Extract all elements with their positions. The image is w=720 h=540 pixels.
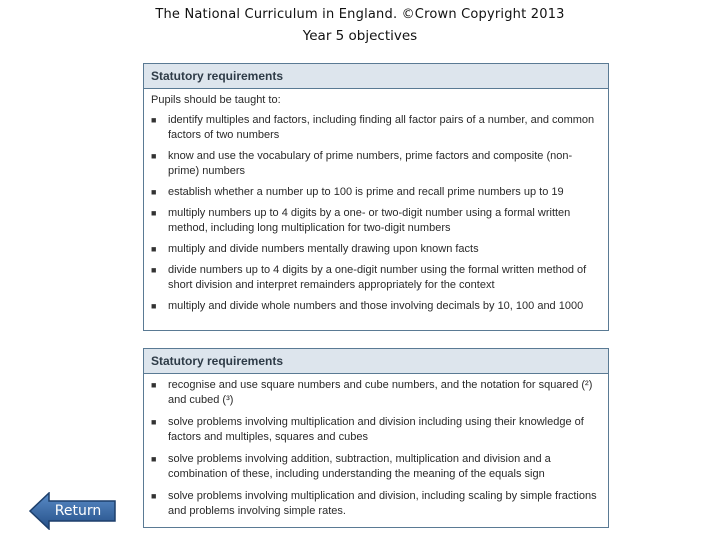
copyright-title: The National Curriculum in England. ©Crown Copyright 2013 xyxy=(155,7,565,22)
bullet-icon: ■ xyxy=(151,380,157,390)
statutory-requirements-panel-1 xyxy=(143,63,609,331)
bullet-icon: ■ xyxy=(151,244,157,254)
list-item: ■ multiply numbers up to 4 digits by a one- or two-digit number using a formal written method, including long multiplication for two-digit numbers xyxy=(151,207,571,234)
bullet-icon: ■ xyxy=(151,187,157,197)
list-item: ■ divide numbers up to 4 digits by a one-digit number using the formal written method of short division and interpret remainders appropriately for the context xyxy=(151,264,587,291)
bullet-icon: ■ xyxy=(151,208,157,218)
panel-intro: Pupils should be taught to: xyxy=(151,94,281,106)
list-item: ■ know and use the vocabulary of prime numbers, prime factors and composite (non-prime) numbers xyxy=(151,150,573,177)
list-item: ■ identify multiples and factors, including finding all factor pairs of a number, and common factors of two numbers xyxy=(151,114,595,141)
bullet-icon: ■ xyxy=(151,454,157,464)
bullet-icon: ■ xyxy=(151,491,157,501)
list-item: ■ solve problems involving multiplication and division including using their knowledge of factors and multiples, squares and cubes xyxy=(151,416,584,443)
panel-heading: Statutory requirements xyxy=(144,64,608,89)
list-item: ■ multiply and divide numbers mentally drawing upon known facts xyxy=(151,243,479,255)
list-item: ■ establish whether a number up to 100 is prime and recall prime numbers up to 19 xyxy=(151,186,564,198)
page-title: Year 5 objectives xyxy=(302,28,418,44)
list-item: ■ solve problems involving multiplication and division, including scaling by simple fractions and problems involving simple rates. xyxy=(151,490,597,517)
bullet-icon: ■ xyxy=(151,151,157,161)
bullet-icon: ■ xyxy=(151,115,157,125)
bullet-icon: ■ xyxy=(151,265,157,275)
return-button[interactable] xyxy=(29,492,117,530)
bullet-icon: ■ xyxy=(151,417,157,427)
page-header xyxy=(0,6,720,46)
list-item: ■ recognise and use square numbers and cube numbers, and the notation for squared (²) and cubed (³) xyxy=(151,379,593,406)
list-item: ■ solve problems involving addition, subtraction, multiplication and division and a combination of these, including understanding the meaning of the equals sign xyxy=(151,453,551,480)
panel-heading: Statutory requirements xyxy=(144,349,608,374)
statutory-requirements-panel-2 xyxy=(143,348,609,528)
list-item: ■ multiply and divide whole numbers and those involving decimals by 10, 100 and 1000 xyxy=(151,300,584,312)
return-label: Return xyxy=(54,503,102,519)
bullet-icon: ■ xyxy=(151,301,157,311)
